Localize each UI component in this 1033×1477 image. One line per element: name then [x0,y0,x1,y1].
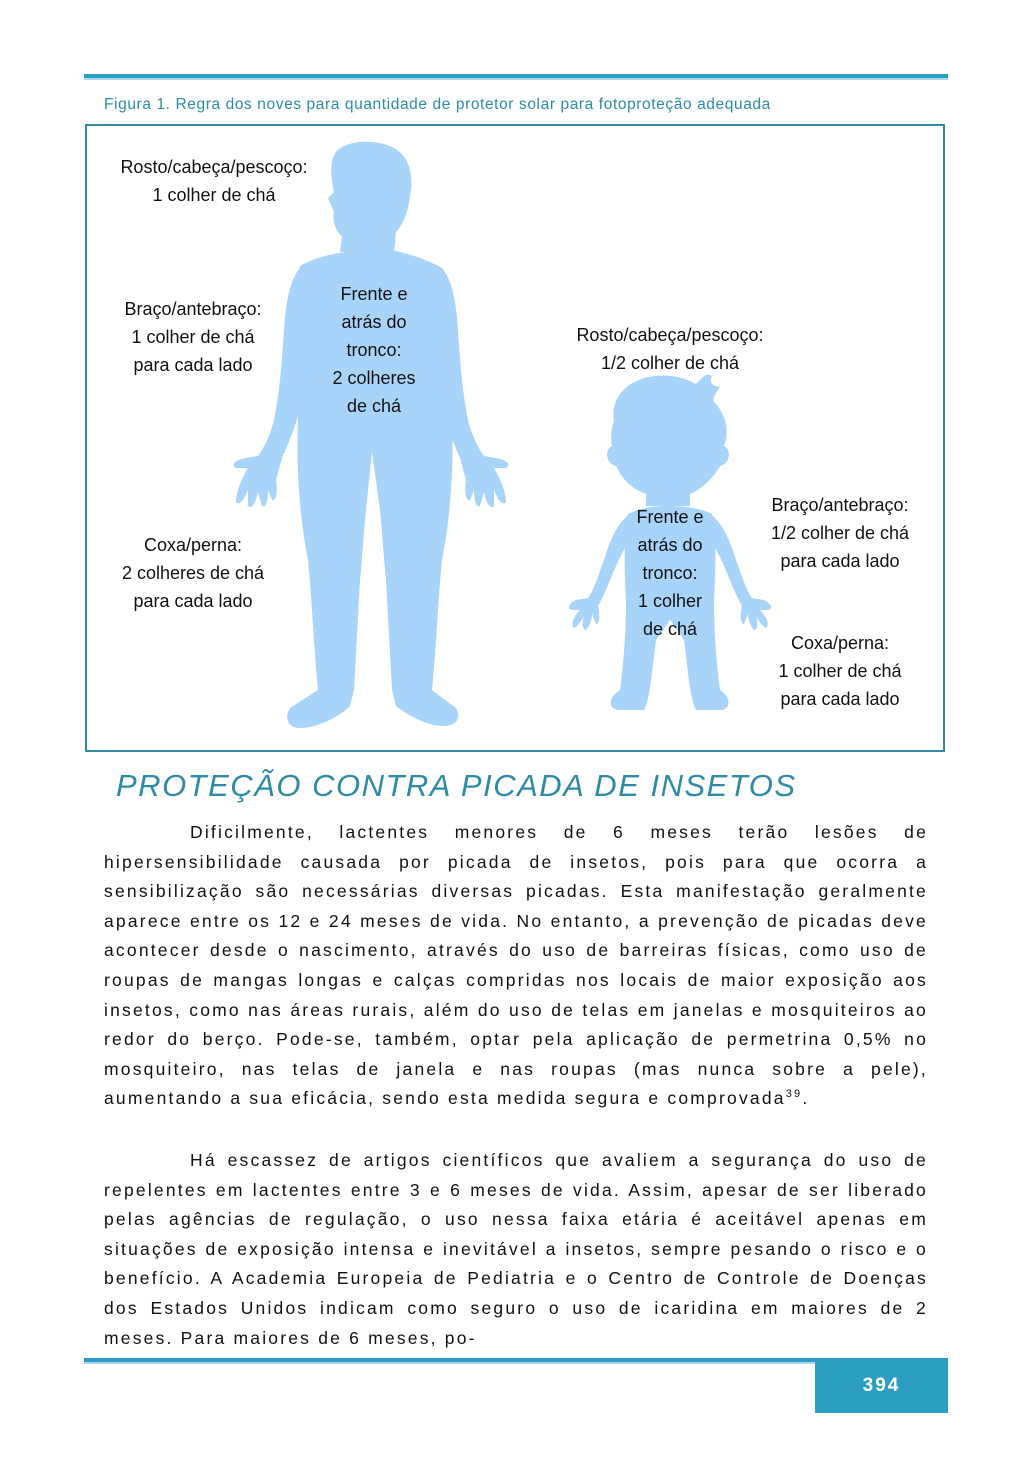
child-trunk-label [620,503,720,643]
page-number: 394 [815,1358,948,1413]
figure-caption: Figura 1. Regra dos noves para quantidade de protetor solar para fotoproteção adequada [104,96,771,113]
child-leg-label [752,629,928,713]
child-arm-amount: 1/2 colher de chá [770,523,910,543]
adult-leg-label [100,531,286,615]
child-arm-side: para cada lado [780,551,900,571]
adult-arm-side: para cada lado [133,355,253,375]
adult-leg-region: Coxa/perna: [143,535,243,555]
adult-arm-label [100,295,286,379]
section-title: PROTEÇÃO CONTRA PICADA DE INSETOS [116,768,797,803]
paragraph-1-end: . [802,1088,810,1109]
child-arm-region: Braço/antebraço: [771,495,909,515]
adult-head-region: Rosto/cabeça/pescoço: [120,157,308,177]
adult-trunk-label [318,280,430,420]
child-leg-side: para cada lado [780,689,900,709]
adult-arm-amount: 1 colher de chá [131,327,255,347]
adult-arm-region: Braço/antebraço: [124,299,262,319]
adult-head-label [100,153,328,209]
child-trunk-line: Frente e [636,507,704,527]
adult-head-amount: 1 colher de chá [152,185,276,205]
adult-trunk-line: atrás do [341,312,407,332]
child-head-region: Rosto/cabeça/pescoço: [576,325,764,345]
adult-head [328,142,411,252]
child-trunk-amount: 1 colher [637,591,703,611]
adult-trunk-amount: 2 colheres [332,368,416,388]
child-trunk-line: tronco: [642,563,698,583]
child-head [607,375,729,506]
child-head-amount: 1/2 colher de chá [600,353,740,373]
paragraph-2-text: Há escassez de artigos científicos que avaliem a segurança do uso de repelentes em lactentes entre 3 e 6 meses de vida. Assim, apesar de ser liberado pelas agências de regulação, o uso nessa faixa etária é aceitável apenas em situações de exposição intensa e inevitável a insetos, sempre pesando o risco e o benefício. A Academia Europeia de Pediatria e o Centro de Controle de Doenças dos Estados Unidos indicam como seguro o uso de icaridina em maiores de 2 meses. Para maiores de 6 meses, po- [104,1150,928,1348]
adult-leg-amount: 2 colheres de chá [121,563,265,583]
adult-trunk-amount: de chá [346,396,402,416]
child-trunk-amount: de chá [642,619,698,639]
child-arm-label [752,491,928,575]
child-leg-amount: 1 colher de chá [778,661,902,681]
paragraph-1-text: Dificilmente, lactentes menores de 6 meses terão lesões de hipersensibilidade causada por picada de insetos, pois para que ocorra a sensibilização são necessárias diversas picadas. Esta manifestação geralmente aparece entre os 12 e 24 meses de vida. No entanto, a prevenção de picadas deve acontecer desde o nascimento, através do uso de barreiras físicas, como uso de roupas de mangas longas e calças compridas nos locais de maior exposição aos insetos, como nas áreas rurais, além do uso de telas em janelas e mosquiteiros ao redor do berço. Pode-se, também, optar pela aplicação de permetrina 0,5% no mosquiteiro, nas telas de janela e nas roupas (mas nunca sobre a pele), aumentando a sua eficácia, sendo esta medida segura e comprovada [104,822,928,1109]
child-trunk-line: atrás do [637,535,703,555]
paragraph-2 [104,1146,928,1353]
adult-trunk-line: Frente e [340,284,408,304]
reference-superscript: 39 [785,1088,803,1101]
child-head-label [552,321,788,377]
adult-trunk-line: tronco: [346,340,402,360]
adult-leg-side: para cada lado [133,591,253,611]
paragraph-1 [104,818,928,1114]
adult-silhouette [234,142,509,728]
child-leg-region: Coxa/perna: [790,633,890,653]
